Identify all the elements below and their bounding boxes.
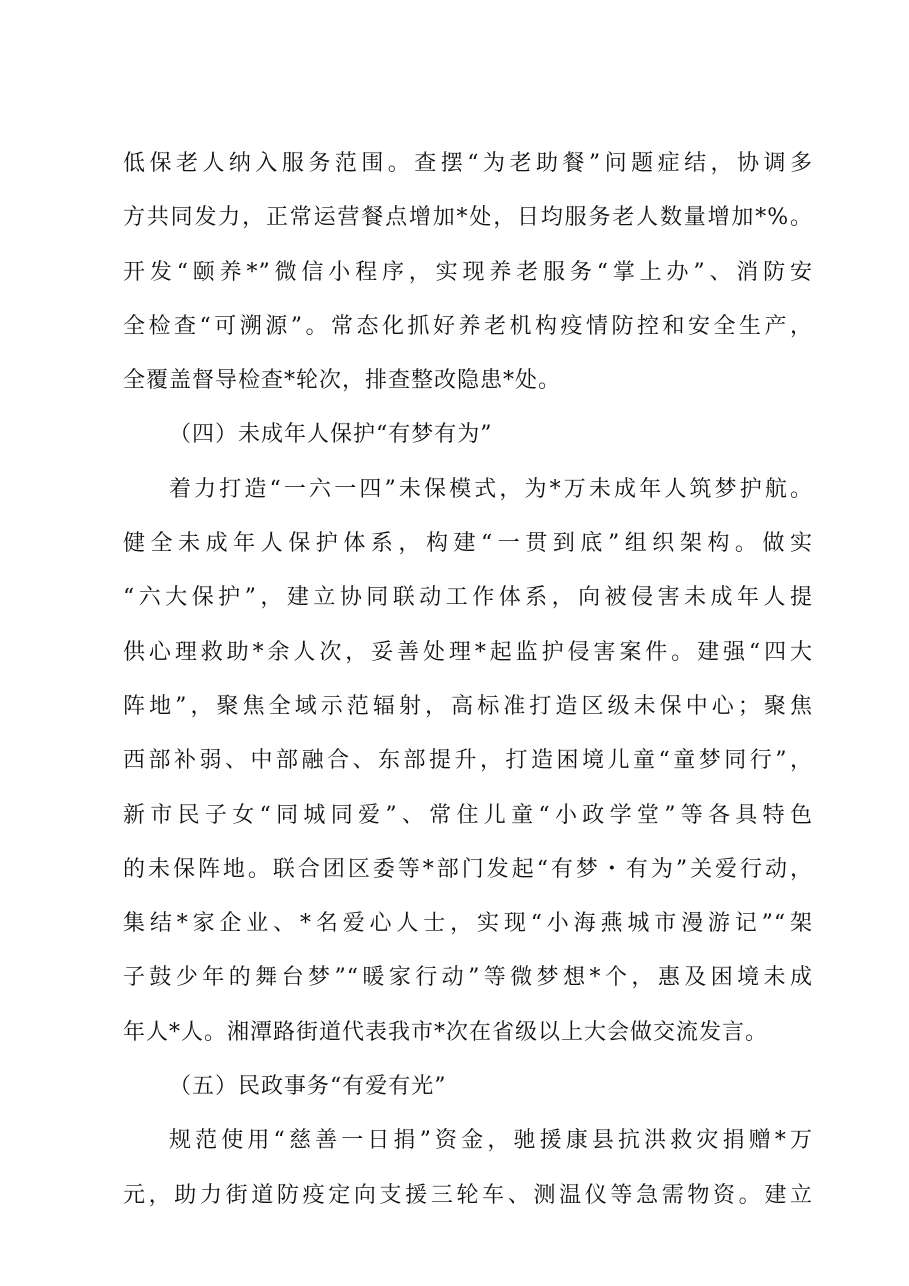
section-heading-5: （五）民政事务“有爱有光” <box>169 1074 447 1100</box>
paragraph-line: 供心理救助*余人次，妥善处理*起监护侵害案件。建强“四大 <box>123 639 813 665</box>
paragraph-line: “六大保护”，建立协同联动工作体系，向被侵害未成年人提 <box>123 585 813 611</box>
paragraph-line: 着力打造“一六一四”未保模式，为*万未成年人筑梦护航。 <box>169 476 813 502</box>
paragraph-line: 集结*家企业、*名爱心人士，实现“小海燕城市漫游记”“架 <box>123 911 813 937</box>
paragraph-line: 方共同发力，正常运营餐点增加*处，日均服务老人数量增加*%。 <box>123 205 813 231</box>
paragraph-line: 全检查“可溯源”。常态化抓好养老机构疫情防控和安全生产， <box>123 313 813 339</box>
paragraph-line: 元，助力街道防疫定向支援三轮车、测温仪等急需物资。建立 <box>123 1182 813 1208</box>
paragraph-line: 规范使用“慈善一日捐”资金，驰援康县抗洪救灾捐赠*万 <box>169 1128 813 1154</box>
paragraph-line: 全覆盖督导检查*轮次，排查整改隐患*处。 <box>123 368 562 394</box>
paragraph-line: 低保老人纳入服务范围。查摆“为老助餐”问题症结，协调多 <box>123 151 813 176</box>
paragraph-line: 开发“颐养*”微信小程序，实现养老服务“掌上办”、消防安 <box>123 259 813 285</box>
paragraph-line: 新市民子女“同城同爱”、常住儿童“小政学堂”等各具特色 <box>123 802 813 828</box>
paragraph-line: 的未保阵地。联合团区委等*部门发起“有梦・有为”关爱行动， <box>123 856 813 882</box>
paragraph-line: 年人*人。湘潭路街道代表我市*次在省级以上大会做交流发言。 <box>123 1019 769 1045</box>
section-heading-4: （四）未成年人保护“有梦有为” <box>169 422 493 448</box>
paragraph-line: 健全未成年人保护体系，构建“一贯到底”组织架构。做实 <box>123 531 813 557</box>
document-body <box>123 137 813 1223</box>
paragraph-line: 阵地”，聚焦全域示范辐射，高标准打造区级未保中心；聚焦 <box>123 693 813 719</box>
paragraph-line: 西部补弱、中部融合、东部提升，打造困境儿童“童梦同行”， <box>123 748 813 774</box>
paragraph-line: 子鼓少年的舞台梦”“暖家行动”等微梦想*个，惠及困境未成 <box>123 965 813 991</box>
